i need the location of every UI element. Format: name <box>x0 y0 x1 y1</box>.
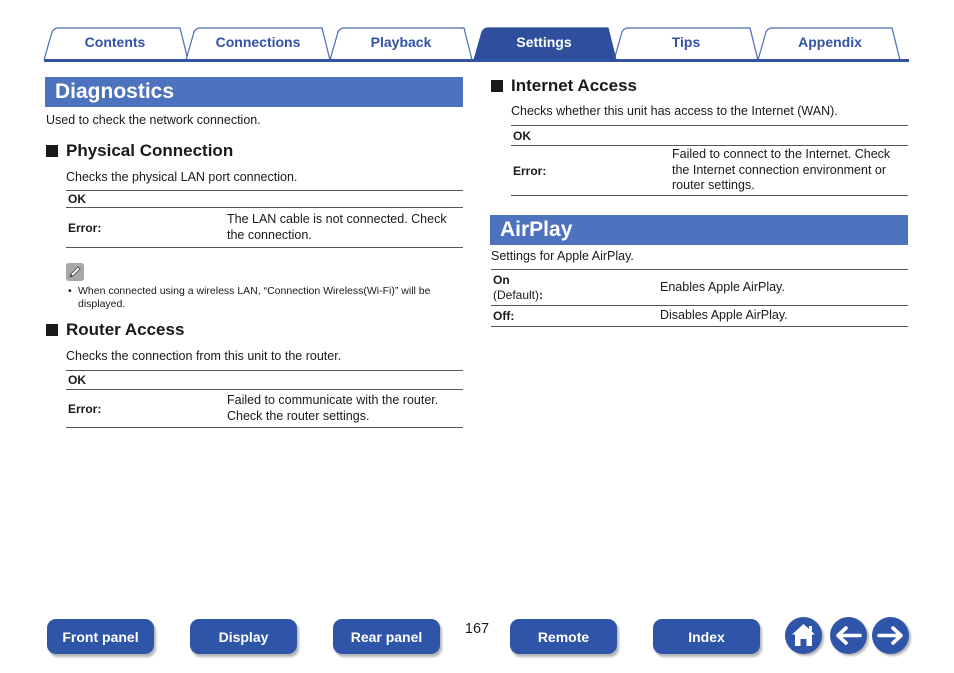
router-access-heading <box>46 320 184 340</box>
airplay-on-colon: : <box>539 287 544 302</box>
tab-appendix-label: Appendix <box>798 34 862 50</box>
bullet-square-icon <box>46 145 58 157</box>
airplay-table <box>491 269 908 327</box>
arrow-left-icon <box>830 617 867 654</box>
router-access-title: Router Access <box>66 320 185 339</box>
internet-access-title: Internet Access <box>511 76 637 95</box>
tab-playback-label: Playback <box>370 34 432 50</box>
tab-contents-label: Contents <box>84 34 146 50</box>
remote-button[interactable]: Remote <box>510 619 617 654</box>
table-row <box>66 208 463 248</box>
index-button[interactable]: Index <box>653 619 760 654</box>
airplay-default-label: (Default) <box>493 287 540 302</box>
forward-button[interactable] <box>872 617 909 654</box>
display-button[interactable]: Display <box>190 619 297 654</box>
tab-settings-label: Settings <box>516 34 572 50</box>
table-row <box>491 270 908 306</box>
airplay-desc: Settings for Apple AirPlay. <box>491 249 634 263</box>
internet-access-heading <box>491 76 637 96</box>
internet-access-table <box>511 125 908 196</box>
internet-access-desc: Checks whether this unit has access to the Internet (WAN). <box>511 104 838 118</box>
note-bullet: • <box>68 285 72 297</box>
table-row <box>491 306 908 327</box>
home-icon <box>785 617 822 654</box>
physical-connection-title: Physical Connection <box>66 141 234 160</box>
bullet-square-icon <box>491 80 503 92</box>
top-tab-bar <box>0 0 954 64</box>
tab-connections-label: Connections <box>215 34 301 50</box>
airplay-header: AirPlay <box>490 215 908 245</box>
table-key: OK <box>68 192 86 206</box>
page-number: 167 <box>464 621 490 637</box>
diagnostics-header: Diagnostics <box>45 77 463 107</box>
rear-panel-button[interactable]: Rear panel <box>333 619 440 654</box>
physical-connection-table <box>66 190 463 248</box>
tab-tips-label: Tips <box>671 34 701 50</box>
back-button[interactable] <box>830 617 867 654</box>
physical-connection-desc: Checks the physical LAN port connection. <box>66 170 298 184</box>
pencil-icon <box>66 263 84 281</box>
diagnostics-intro: Used to check the network connection. <box>46 113 261 127</box>
table-row <box>66 371 463 390</box>
table-row <box>511 146 908 196</box>
table-key: OK <box>68 373 86 387</box>
airplay-on-label: On <box>493 272 510 287</box>
table-key: Error: <box>68 401 102 416</box>
front-panel-button[interactable]: Front panel <box>47 619 154 654</box>
router-access-table <box>66 370 463 428</box>
table-row <box>66 390 463 428</box>
physical-connection-heading <box>46 141 233 161</box>
table-value: Failed to communicate with the router. Check the router settings. <box>227 393 439 423</box>
physical-connection-note: When connected using a wireless LAN, “Connection Wireless(Wi-Fi)” will be displayed. <box>78 285 431 310</box>
table-key <box>491 270 660 305</box>
table-row <box>511 126 908 146</box>
table-key: Off: <box>493 309 515 323</box>
table-key: OK <box>513 128 531 143</box>
table-value: Disables Apple AirPlay. <box>660 308 788 323</box>
table-value: The LAN cable is not connected. Check the connection. <box>227 212 447 242</box>
router-access-desc: Checks the connection from this unit to the router. <box>66 349 342 363</box>
home-button[interactable] <box>785 617 822 654</box>
table-key: Error: <box>68 220 102 235</box>
table-value: Failed to connect to the Internet. Check the Internet connection environment or router settings. <box>672 147 891 193</box>
arrow-right-icon <box>872 617 909 654</box>
table-row <box>66 191 463 208</box>
table-value: Enables Apple AirPlay. <box>660 279 785 294</box>
bullet-square-icon <box>46 324 58 336</box>
table-key: Error: <box>513 163 547 178</box>
